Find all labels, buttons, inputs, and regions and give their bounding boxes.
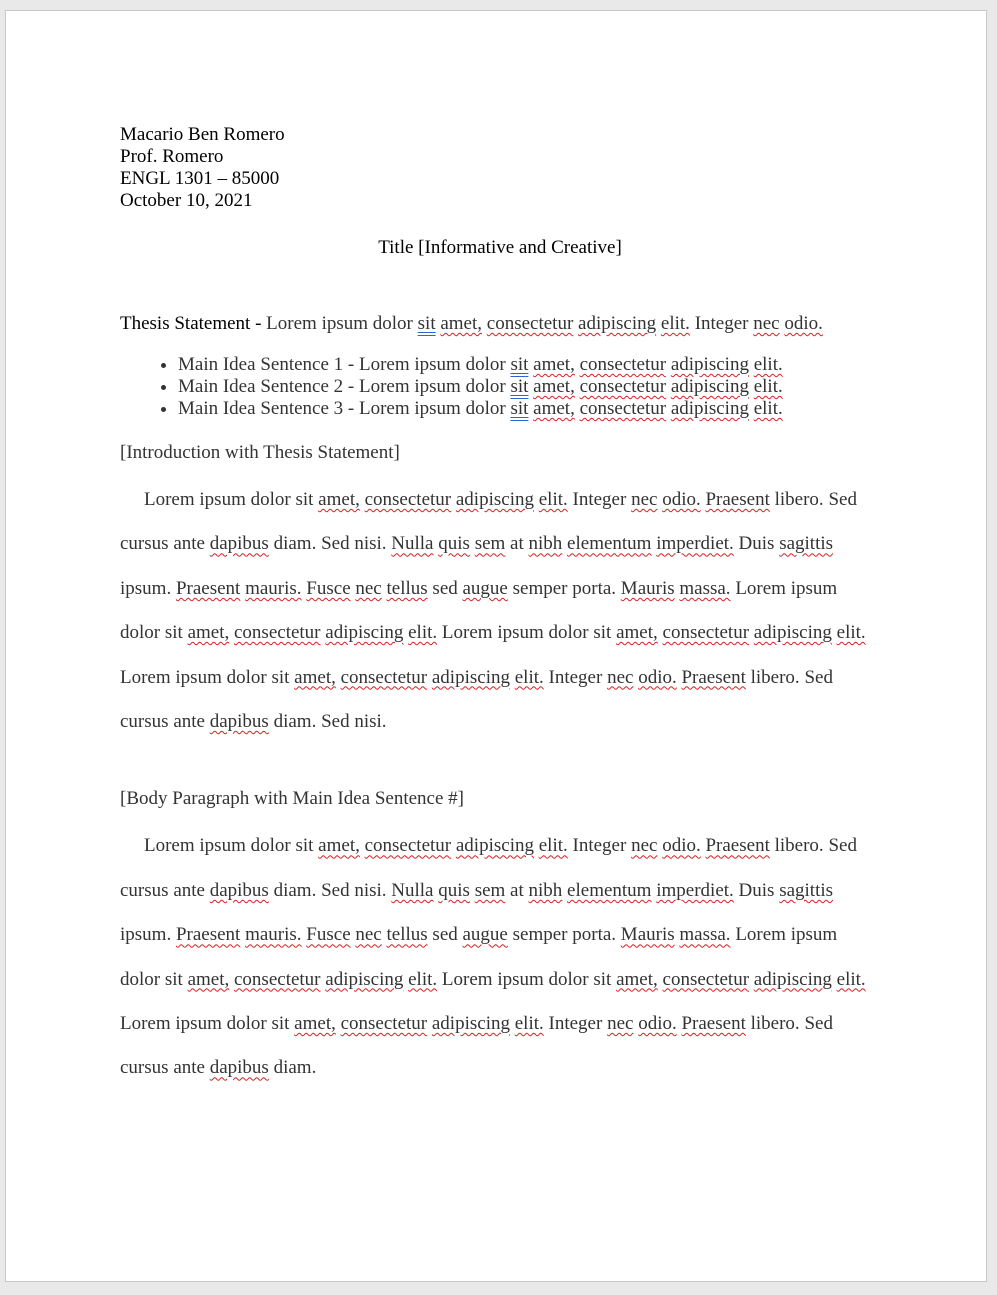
document-page: [5, 10, 987, 1282]
main-idea-item: • Main Idea Sentence 3 - Lorem ipsum dolor sit amet, consectetur adipiscing elit.: [178, 398, 880, 420]
main-ideas-list: [120, 354, 880, 420]
introduction-label: [Introduction with Thesis Statement]: [120, 442, 400, 463]
main-idea-item: • Main Idea Sentence 2 - Lorem ipsum dolor sit amet, consectetur adipiscing elit.: [178, 376, 880, 398]
course-number: ENGL 1301 – 85000: [120, 168, 280, 189]
document-date: October 10, 2021: [120, 190, 253, 211]
thesis-statement: [120, 311, 880, 337]
thesis-text: Lorem ipsum dolor sit amet, consectetur adipiscing elit. Integer nec odio.: [266, 313, 823, 334]
document-body[interactable]: [120, 124, 880, 1091]
introduction-paragraph: Lorem ipsum dolor sit amet, consectetur adipiscing elit. Integer nec odio. Praesent libero. Sed cursus ante dapibus diam. Sed nisi. Nulla quis sem at nibh elementum imperdiet. Duis sagittis ipsum. Praesent mauris. Fusce nec tellus sed augue semper porta. Mauris massa. Lorem ipsum dolor sit amet, consectetur adipiscing elit. Lorem ipsum dolor sit amet, consectetur adipiscing elit. Lorem ipsum dolor sit amet, consectetur adipiscing elit. Integer nec odio. Praesent libero. Sed cursus ante dapibus diam. Sed nisi.: [120, 489, 866, 733]
main-idea-item: • Main Idea Sentence 1 - Lorem ipsum dolor sit amet, consectetur adipiscing elit.: [178, 354, 880, 376]
professor-name: Prof. Romero: [120, 146, 224, 167]
body-paragraph: Lorem ipsum dolor sit amet, consectetur adipiscing elit. Integer nec odio. Praesent libero. Sed cursus ante dapibus diam. Sed nisi. Nulla quis sem at nibh elementum imperdiet. Duis sagittis ipsum. Praesent mauris. Fusce nec tellus sed augue semper porta. Mauris massa. Lorem ipsum dolor sit amet, consectetur adipiscing elit. Lorem ipsum dolor sit amet, consectetur adipiscing elit. Lorem ipsum dolor sit amet, consectetur adipiscing elit. Integer nec odio. Praesent libero. Sed cursus ante dapibus diam.: [120, 835, 866, 1079]
thesis-label: Thesis Statement -: [120, 313, 267, 334]
body-paragraph-label: [Body Paragraph with Main Idea Sentence #]: [120, 788, 465, 810]
student-name: Macario Ben Romero: [120, 124, 285, 145]
essay-title: Title [Informative and Creative]: [378, 237, 622, 258]
